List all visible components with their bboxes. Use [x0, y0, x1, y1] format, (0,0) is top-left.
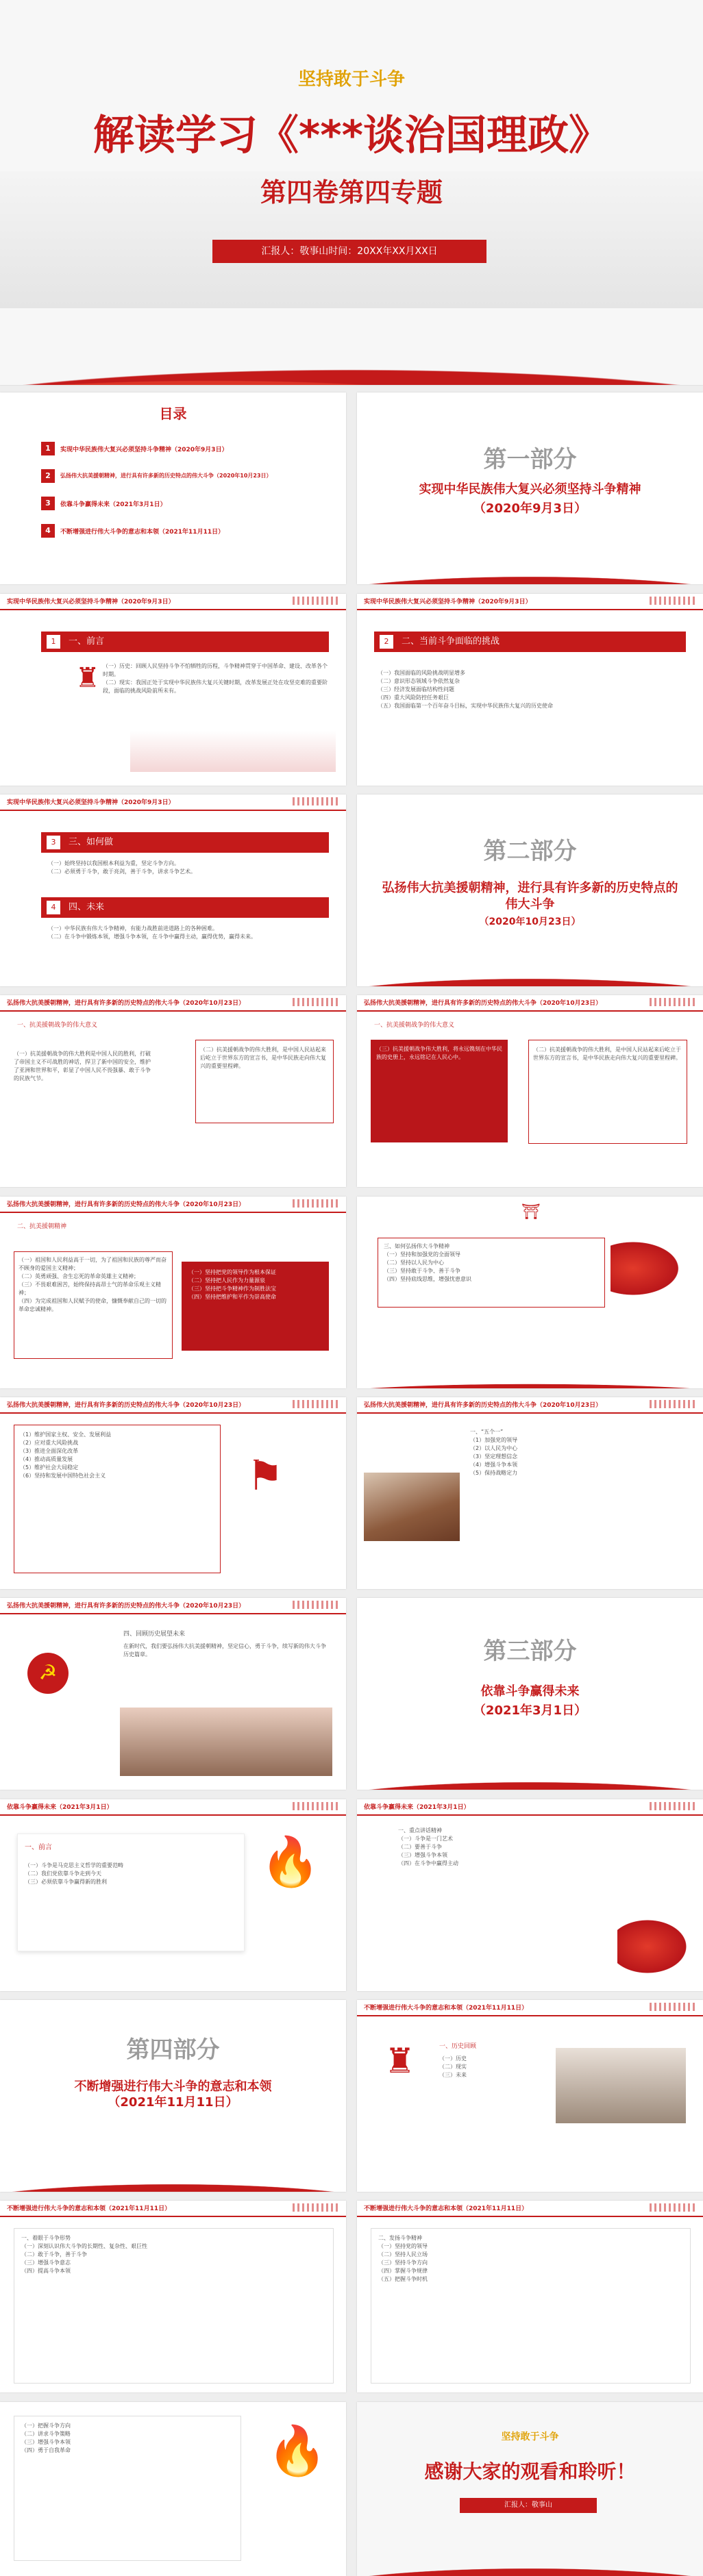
- slide-header: 实现中华民族伟大复兴必须坚持斗争精神（2020年9月3日）: [357, 594, 703, 610]
- slide-header: 不断增强进行伟大斗争的意志和本领（2021年11月11日）: [357, 2000, 703, 2016]
- red-wave-decor: [357, 1361, 703, 1388]
- red-wave-decor: [357, 1742, 703, 1790]
- text-box: 一、着眼于斗争形势 （一）深刻认识伟大斗争的长期性、复杂性、艰巨性 （二）敢于斗争，善于斗争 （三）增强斗争意志 （四）提高斗争本领: [14, 2228, 334, 2384]
- section-title-bar: 3 三、如何做: [41, 832, 329, 853]
- p4-slide-b[interactable]: [0, 2201, 346, 2392]
- p2-slide-g[interactable]: [0, 1598, 346, 1790]
- section-number: 1: [47, 635, 60, 649]
- p2-slide-e[interactable]: [0, 1397, 346, 1589]
- toc-heading: 目录: [159, 405, 187, 422]
- great-wall-photo: [556, 2048, 686, 2123]
- slide-header: 弘扬伟大抗美援朝精神，进行具有许多新的历史特点的伟大斗争（2020年10月23日）: [0, 1598, 346, 1614]
- slide-header: 不断增强进行伟大斗争的意志和本领（2021年11月11日）: [357, 2201, 703, 2217]
- section-title-bar: 4 四、未来: [41, 897, 329, 918]
- p1-slide-b[interactable]: [357, 594, 703, 786]
- monument-icon: ♜: [384, 2041, 415, 2081]
- text-box: 一、前言 （一）斗争是马克思主义哲学的重要范畴 （二）我们党依靠斗争走到今天 （三）必须依靠斗争赢得新的胜利: [17, 1834, 245, 1951]
- part4-title: 不断增强进行伟大斗争的意志和本领: [74, 2079, 272, 2094]
- text-block: 一、重点讲话精神 （一）斗争是一门艺术 （二）要善于斗争 （三）增强斗争本领 （四）在斗争中赢得主动: [398, 1827, 458, 1866]
- torch-icon: 🔥: [260, 1834, 321, 1890]
- red-text-box: （三）抗美援朝战争伟大胜利，将永远镌刻在中华民族的史册上，永远铭记在人民心中。: [371, 1040, 508, 1142]
- slide-header: 实现中华民族伟大复兴必须坚持斗争精神（2020年9月3日）: [0, 795, 346, 811]
- cover-subtitle: 第四卷第四专题: [260, 177, 443, 208]
- p2-slide-d[interactable]: [357, 1197, 703, 1388]
- part3-number: 第三部分: [483, 1638, 577, 1665]
- p2-slide-c[interactable]: [0, 1197, 346, 1388]
- part3-slide[interactable]: [357, 1598, 703, 1790]
- text-box: （一）把握斗争方向 （二）讲求斗争策略 （三）增强斗争本领 （四）勇于自我革命: [14, 2416, 241, 2561]
- cover-slide[interactable]: [0, 0, 703, 385]
- p4-slide-a[interactable]: [357, 2000, 703, 2192]
- p4-slide-d[interactable]: [0, 2402, 346, 2576]
- red-wave-decor: [357, 2528, 703, 2576]
- part1-date: （2020年9月3日）: [473, 501, 587, 516]
- text-box-right: （二）抗美援朝战争的伟大胜利，是中国人民站起来后屹立于世界东方的宣言书，是中华民族走向伟大复兴的重要里程碑。: [528, 1040, 687, 1144]
- slide-header: 弘扬伟大抗美援朝精神，进行具有许多新的历史特点的伟大斗争（2020年10月23日）: [0, 1397, 346, 1414]
- p2-slide-a[interactable]: [0, 995, 346, 1187]
- part1-title: 实现中华民族伟大复兴必须坚持斗争精神: [419, 482, 641, 497]
- monument-icon: ♜: [75, 662, 100, 694]
- slide-header: 弘扬伟大抗美援朝精神，进行具有许多新的历史特点的伟大斗争（2020年10月23日）: [357, 995, 703, 1012]
- tiananmen-illustration: [130, 731, 336, 772]
- p3-slide-b[interactable]: [357, 1799, 703, 1991]
- text-box-left: （一）祖国和人民利益高于一切，为了祖国和民族的尊严而奋不顾身的爱国主义精神； （二）英勇顽强、舍生忘死的革命英雄主义精神； （三）不畏艰难困苦，始终保持高昂士气的革命乐观主义精神； （四）为完成祖国和人民赋予的使命，慷慨奉献自己的一切的革命忠诚精神。: [14, 1251, 173, 1359]
- great-wall-photo: [120, 1708, 332, 1776]
- section-text: （一）历史：回顾人民坚持斗争不怕牺牲的历程，斗争精神贯穿于中国革命、建设、改革各个时期。 （二）现实：我国正处于实现中华民族伟大复兴关键时期，改革发展正处在攻坚克难的重要阶段，面临的挑战风险前所未有。: [103, 663, 328, 694]
- slide-section-title: 一、抗美援朝战争的伟大意义: [17, 1022, 98, 1029]
- ending-slide[interactable]: [357, 2402, 703, 2576]
- slide-section-title: 二、抗美援朝精神: [17, 1223, 67, 1230]
- part4-number: 第四部分: [126, 2036, 220, 2064]
- toc-slide[interactable]: 目录 1 实现中华民族伟大复兴必须坚持斗争精神（2020年9月3日） 2 弘扬伟大抗美援朝精神，进行具有许多新的历史特点的伟大斗争（2020年10月23日） 3 依靠斗争赢得未来（2021年3月1日） 4 不断增强进行伟大斗争的意志和本领（2021年11月11日）: [0, 392, 346, 584]
- cover-kicker: 坚持敢于斗争: [297, 69, 405, 90]
- red-text-box: （一）坚持把党的领导作为根本保证 （二）坚持把人民作为力量源泉 （三）坚持把斗争精神作为制胜法宝 （四）坚持把维护和平作为崇高使命: [182, 1262, 329, 1351]
- p2-slide-b[interactable]: [357, 995, 703, 1187]
- slide-header: 依靠斗争赢得未来（2021年3月1日）: [357, 1799, 703, 1816]
- cover-reporter-bar: [212, 240, 486, 263]
- slide-header: 弘扬伟大抗美援朝精神，进行具有许多新的历史特点的伟大斗争（2020年10月23日）: [0, 1197, 346, 1213]
- red-wave-decor: [0, 2144, 346, 2192]
- red-ribbon-decor: [617, 1916, 693, 1977]
- text-box: 二、发扬斗争精神 （一）坚持党的领导 （二）坚持人民立场 （三）坚持斗争方向 （四）掌握斗争规律 （五）把握斗争时机: [371, 2228, 691, 2384]
- section-caption: 一、历史回顾: [439, 2043, 477, 2050]
- p3-slide-a[interactable]: [0, 1799, 346, 1991]
- section-text: （一）始终坚持以我国根本利益为重，坚定斗争方向。 （二）必须勇于斗争，敢于亮剑，善于斗争，讲求斗争艺术。: [48, 860, 196, 875]
- section-text: （一）中华民族有伟大斗争精神，有能力战胜前进道路上的各种困难。 （二）在斗争中锻炼本领，增强斗争本领，在斗争中赢得主动，赢得优势，赢得未来。: [48, 925, 256, 940]
- red-wave-decor: [357, 536, 703, 584]
- text-box: 三、如何弘扬伟大斗争精神 （一）坚持和加强党的全面领导 （二）坚持以人民为中心 （三）坚持敢于斗争、善于斗争 （四）坚持底线思维，增强忧患意识: [378, 1238, 605, 1308]
- tiananmen-icon: ⛩: [521, 1203, 541, 1221]
- part4-date: （2021年11月11日）: [108, 2095, 238, 2110]
- text-block-left: （一）抗美援朝战争的伟大胜利是中国人民的胜利，打破了帝国主义不可战胜的神话，捍卫了新中国的安全，维护了亚洲和世界和平，彰显了中国人民不畏强暴、敢于斗争的民族气节。: [14, 1051, 151, 1081]
- part2-title: 弘扬伟大抗美援朝精神，进行具有许多新的历史特点的伟大斗争: [382, 881, 678, 912]
- part1-slide[interactable]: [357, 392, 703, 584]
- cover-title: 解读学习《***谈治国理政》: [92, 112, 610, 160]
- part2-date: （2020年10月23日）: [479, 916, 581, 927]
- part3-date: （2021年3月1日）: [473, 1703, 587, 1718]
- red-wave-decor: [357, 938, 703, 986]
- text-box-mid: （二）抗美援朝战争的伟大胜利，是中国人民站起来后屹立于世界东方的宣言书，是中华民族走向伟大复兴的重要里程碑。: [195, 1040, 334, 1123]
- part2-number: 第二部分: [483, 838, 577, 865]
- p1-slide-c[interactable]: [0, 795, 346, 986]
- cover-reporter: 汇报人：敬事山时间：20XX年XX月XX日: [261, 246, 438, 257]
- section-text: （一）历史 （二）现实 （三）未来: [439, 2055, 467, 2078]
- tiananmen-photo: [364, 1473, 460, 1541]
- part1-number: 第一部分: [483, 446, 577, 473]
- p1-slide-a[interactable]: [0, 594, 346, 786]
- p4-slide-c[interactable]: [357, 2201, 703, 2392]
- text-block: 一、“五个一” （1）加强党的领导 （2）以人民为中心 （3）坚定理想信念 （4）增强斗争本领 （5）保持战略定力: [470, 1429, 518, 1476]
- p2-slide-f[interactable]: [357, 1397, 703, 1589]
- signpost-icon: ⚑: [247, 1452, 284, 1500]
- text-box: （1）维护国家主权、安全、发展利益 （2）应对重大风险挑战 （3）推进全面深化改革 （4）推动高质量发展 （5）维护社会大局稳定 （6）坚持和发展中国特色社会主义: [14, 1425, 221, 1573]
- section-text: 在新时代，我们要弘扬伟大抗美援朝精神，坚定信心，勇于斗争，续写新的伟大斗争历史篇章。: [123, 1643, 326, 1658]
- section-title-bar: 2 二、当前斗争面临的挑战: [374, 632, 686, 652]
- torch-icon: 🔥: [267, 2423, 328, 2479]
- slide-header: 依靠斗争赢得未来（2021年3月1日）: [0, 1799, 346, 1816]
- party-emblem-icon: ☭: [27, 1653, 69, 1694]
- red-ribbon-decor: [610, 1238, 686, 1299]
- part2-slide[interactable]: [357, 795, 703, 986]
- part4-slide[interactable]: [0, 2000, 346, 2192]
- ending-reporter-bar: 汇报人：敬事山: [460, 2498, 597, 2513]
- slide-header: 弘扬伟大抗美援朝精神，进行具有许多新的历史特点的伟大斗争（2020年10月23日）: [357, 1397, 703, 1414]
- ending-thanks: 感谢大家的观看和聆听！: [424, 2460, 636, 2483]
- section-caption: 四、回顾历史展望未来: [123, 1631, 186, 1638]
- slide-header: 不断增强进行伟大斗争的意志和本领（2021年11月11日）: [0, 2201, 346, 2217]
- slide-header: 实现中华民族伟大复兴必须坚持斗争精神（2020年9月3日）: [0, 594, 346, 610]
- slide-section-title: 一、抗美援朝战争的伟大意义: [374, 1022, 455, 1029]
- section-text: （一）我国面临的风险挑战明显增多 （二）意识形态领域斗争依然复杂 （三）经济发展面临结构性问题 （四）重大风险防控任务艰巨 （五）我国面临第一个百年奋斗目标，实现中华民族伟大复兴的历史使命: [378, 670, 553, 709]
- ending-kicker: 坚持敢于斗争: [501, 2431, 559, 2442]
- slide-header: 弘扬伟大抗美援朝精神，进行具有许多新的历史特点的伟大斗争（2020年10月23日）: [0, 995, 346, 1012]
- red-wave-decor-2: [0, 310, 703, 385]
- section-title-bar: 1 一、前言: [41, 632, 329, 652]
- part3-title: 依靠斗争赢得未来: [480, 1684, 580, 1699]
